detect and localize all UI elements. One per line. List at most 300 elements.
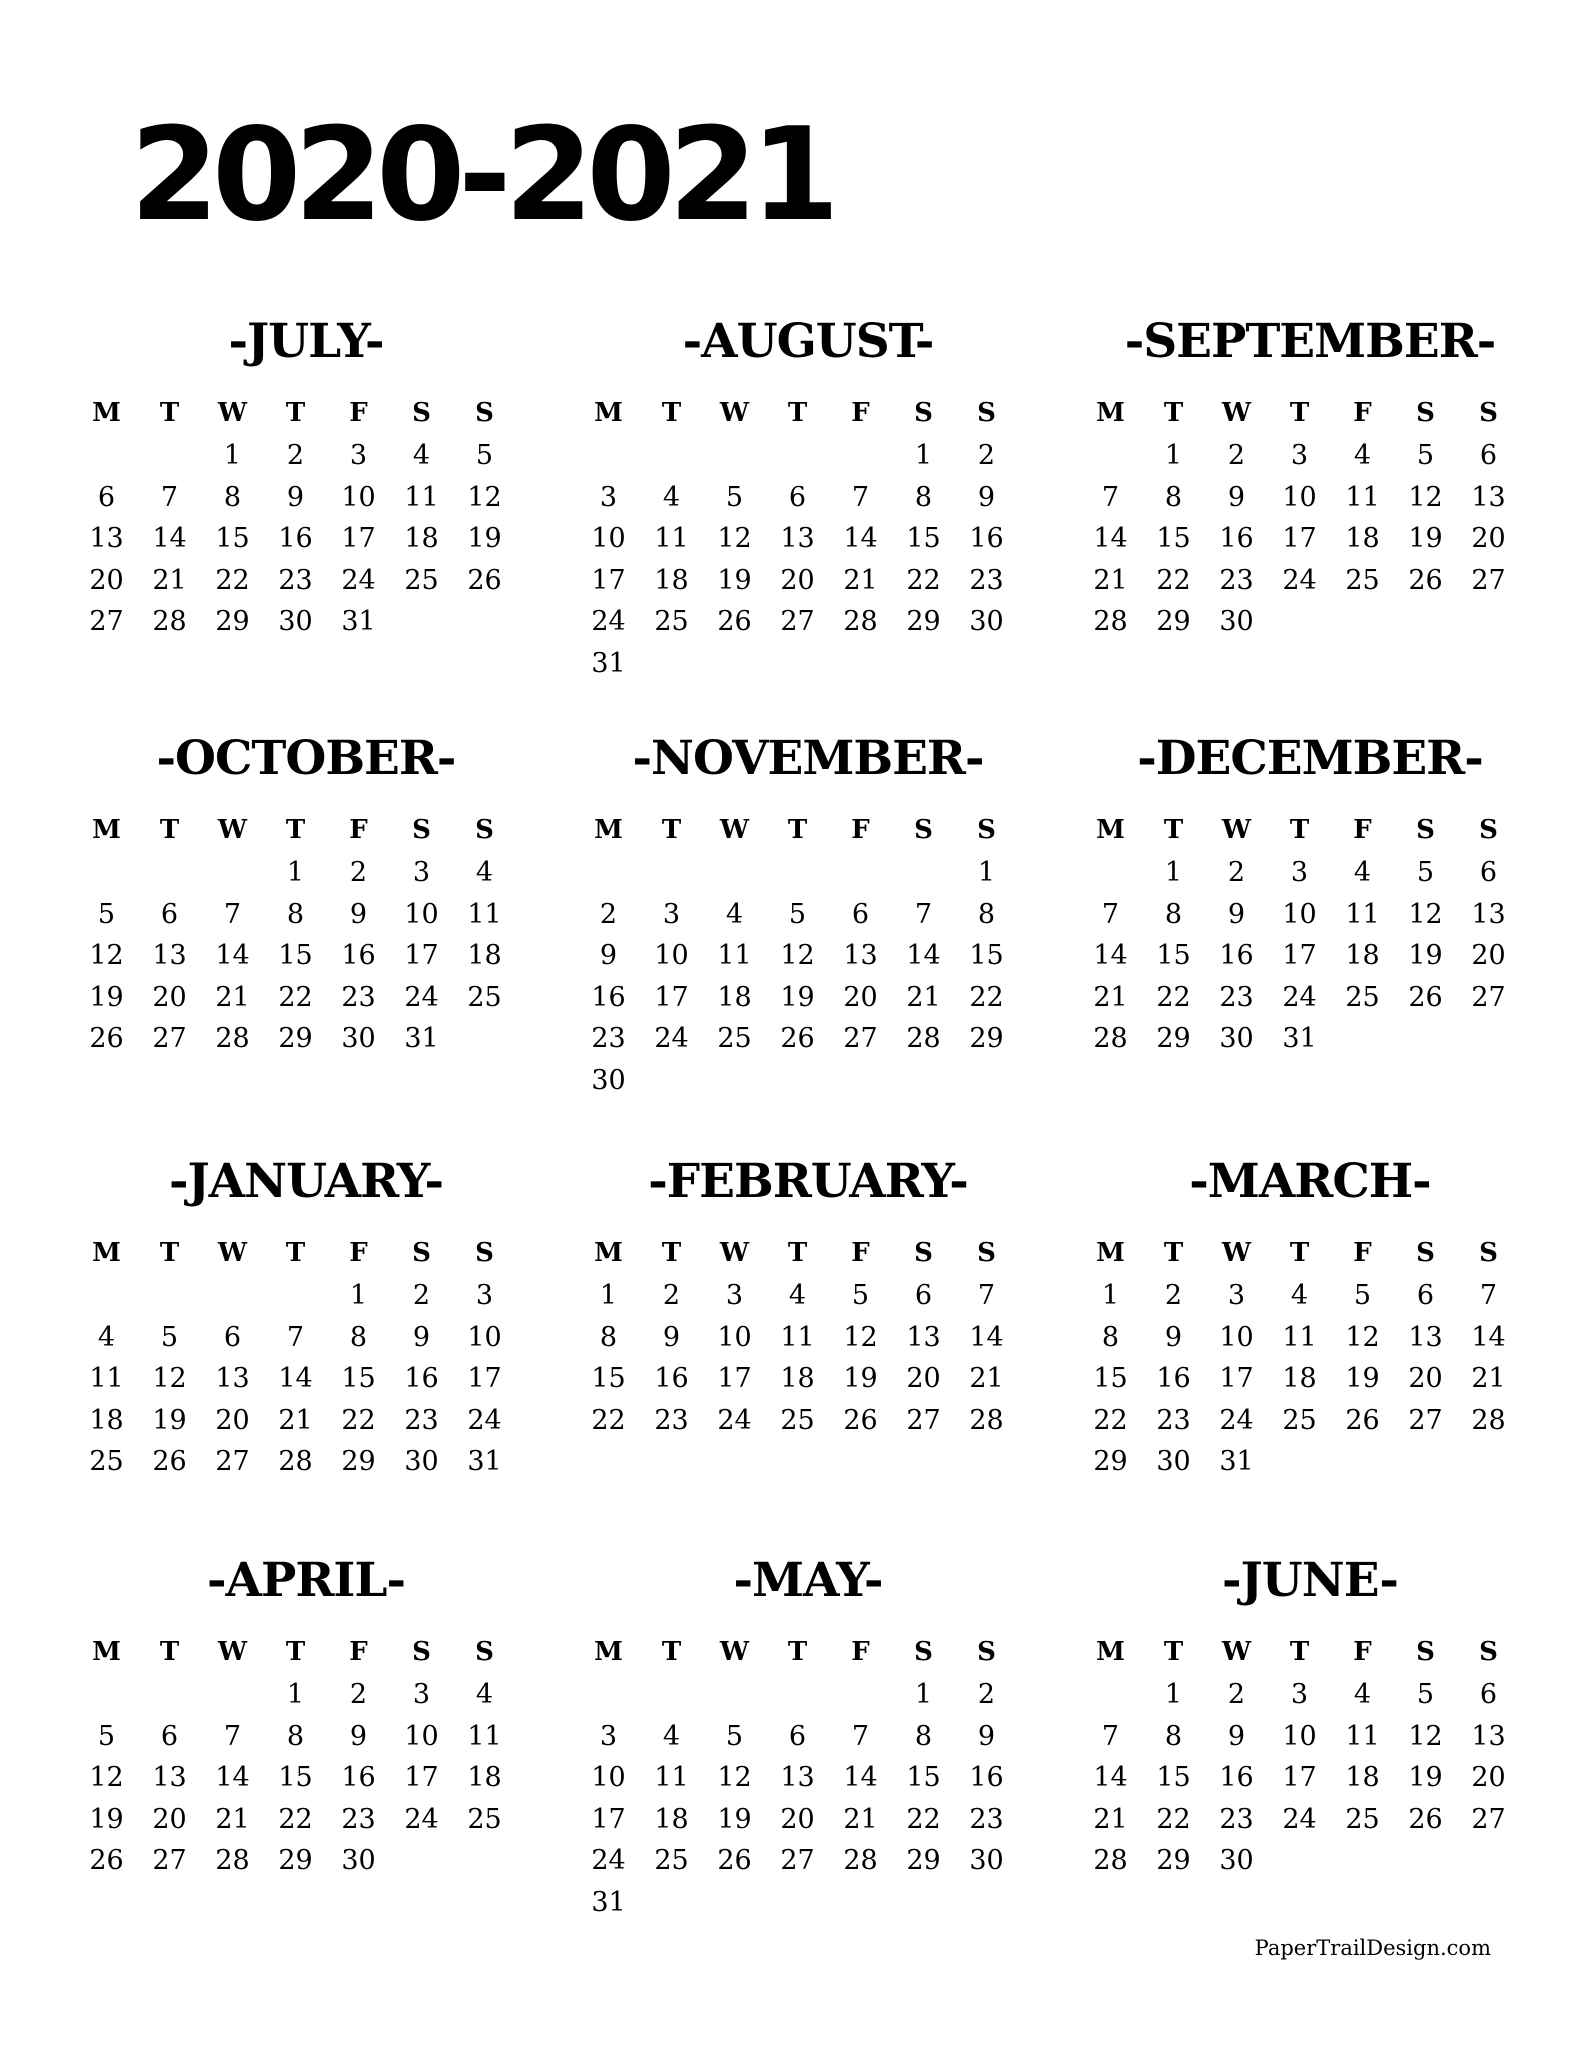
day-cell: 1 xyxy=(349,1280,368,1312)
week-row xyxy=(1079,852,1530,894)
day-cell: 17 xyxy=(591,564,626,596)
day-cell: 7 xyxy=(1101,1720,1120,1752)
day-cell: 24 xyxy=(591,606,626,638)
day-cell: 18 xyxy=(780,1363,815,1395)
day-cell: 16 xyxy=(404,1363,439,1395)
day-cell: 28 xyxy=(843,1845,878,1877)
day-cell: 18 xyxy=(1345,940,1380,972)
day-cell: 13 xyxy=(215,1363,250,1395)
day-cell: 23 xyxy=(1219,981,1254,1013)
day-cell: 2 xyxy=(412,1280,431,1312)
weekday-header-row xyxy=(75,1630,526,1674)
day-cell: 21 xyxy=(843,564,878,596)
weekday-header-row xyxy=(75,391,526,435)
day-cell: 21 xyxy=(1093,564,1128,596)
day-cell: 24 xyxy=(654,1023,689,1055)
day-cell: 17 xyxy=(467,1363,502,1395)
day-cell: 8 xyxy=(1101,1321,1120,1353)
weekday-label: T xyxy=(1289,1238,1310,1268)
day-cell: 22 xyxy=(1156,564,1191,596)
day-cell: 30 xyxy=(278,606,313,638)
day-cell: 24 xyxy=(341,564,376,596)
weekday-label: S xyxy=(475,1238,494,1268)
weekday-header-row xyxy=(577,1630,1028,1674)
day-cell: 16 xyxy=(969,523,1004,555)
day-cell: 6 xyxy=(1479,1679,1498,1711)
day-cell: 31 xyxy=(1282,1023,1317,1055)
day-cell: 19 xyxy=(152,1404,187,1436)
day-cell: 24 xyxy=(1282,981,1317,1013)
day-cell: 21 xyxy=(215,981,250,1013)
week-row xyxy=(1079,1716,1530,1758)
day-cell: 9 xyxy=(286,481,305,513)
day-cell: 16 xyxy=(969,1762,1004,1794)
day-cell: 17 xyxy=(1282,523,1317,555)
day-cell: 26 xyxy=(1408,564,1443,596)
weekday-label: W xyxy=(719,1637,750,1667)
day-cell: 31 xyxy=(341,606,376,638)
day-cell: 28 xyxy=(215,1845,250,1877)
day-cell: 31 xyxy=(591,1886,626,1918)
day-cell: 1 xyxy=(286,857,305,889)
month-block xyxy=(86,1154,526,1483)
day-cell: 10 xyxy=(341,481,376,513)
day-cell: 1 xyxy=(286,1679,305,1711)
day-cell: 2 xyxy=(349,1679,368,1711)
day-cell: 30 xyxy=(1156,1446,1191,1478)
day-cell: 15 xyxy=(591,1363,626,1395)
day-cell: 18 xyxy=(654,564,689,596)
day-cell: 21 xyxy=(1093,981,1128,1013)
day-cell: 12 xyxy=(1408,481,1443,513)
day-cell: 16 xyxy=(341,940,376,972)
day-cell: 13 xyxy=(1471,1720,1506,1752)
day-cell: 3 xyxy=(412,1679,431,1711)
day-cell: 3 xyxy=(1290,1679,1309,1711)
day-cell: 4 xyxy=(662,481,681,513)
day-cell: 24 xyxy=(717,1404,752,1436)
day-cell: 10 xyxy=(1219,1321,1254,1353)
day-cell: 22 xyxy=(1156,981,1191,1013)
day-cell: 16 xyxy=(1219,523,1254,555)
day-cell: 21 xyxy=(278,1404,313,1436)
weekday-label: T xyxy=(1163,1637,1184,1667)
day-cell: 9 xyxy=(1227,898,1246,930)
week-row xyxy=(75,435,526,477)
day-cell: 5 xyxy=(1353,1280,1372,1312)
weekday-label: M xyxy=(1096,1637,1125,1667)
day-cell: 25 xyxy=(717,1023,752,1055)
day-cell: 3 xyxy=(412,857,431,889)
day-cell: 9 xyxy=(349,1720,368,1752)
day-cell: 3 xyxy=(475,1280,494,1312)
day-cell: 10 xyxy=(404,898,439,930)
day-cell: 25 xyxy=(467,1803,502,1835)
week-row xyxy=(577,477,1028,519)
day-cell: 27 xyxy=(843,1023,878,1055)
weekday-label: T xyxy=(1289,815,1310,845)
weekday-label: S xyxy=(914,815,933,845)
day-cell: 29 xyxy=(215,606,250,638)
week-row xyxy=(1079,435,1530,477)
day-cell: 13 xyxy=(1471,898,1506,930)
page-title: 2020-2021 xyxy=(130,101,833,250)
month-name: -APRIL- xyxy=(207,1553,405,1608)
day-cell: 12 xyxy=(1345,1321,1380,1353)
day-cell: 30 xyxy=(341,1023,376,1055)
day-cell: 30 xyxy=(969,1845,1004,1877)
day-cell: 17 xyxy=(1282,1762,1317,1794)
day-cell: 28 xyxy=(1093,1023,1128,1055)
day-cell: 28 xyxy=(215,1023,250,1055)
week-row xyxy=(1079,518,1530,560)
day-cell: 5 xyxy=(97,898,116,930)
day-cell: 16 xyxy=(1219,940,1254,972)
week-row xyxy=(577,560,1028,602)
weekday-label: T xyxy=(285,398,306,428)
weekday-label: T xyxy=(1163,815,1184,845)
week-row xyxy=(1079,560,1530,602)
day-cell: 27 xyxy=(1408,1404,1443,1436)
day-cell: 14 xyxy=(906,940,941,972)
month-block xyxy=(588,314,1028,684)
day-cell: 16 xyxy=(1219,1762,1254,1794)
week-row xyxy=(577,935,1028,977)
day-cell: 25 xyxy=(404,564,439,596)
weekday-label: W xyxy=(217,398,248,428)
day-cell: 29 xyxy=(1156,1845,1191,1877)
month-name: -FEBRUARY- xyxy=(648,1154,968,1209)
week-row xyxy=(577,1358,1028,1400)
weekday-label: S xyxy=(412,1238,431,1268)
day-cell: 21 xyxy=(1093,1803,1128,1835)
weekday-label: S xyxy=(1479,398,1498,428)
week-row xyxy=(1079,1317,1530,1359)
day-cell: 9 xyxy=(412,1321,431,1353)
day-cell: 20 xyxy=(780,564,815,596)
day-cell: 5 xyxy=(788,898,807,930)
month-block xyxy=(588,731,1028,1101)
day-cell: 12 xyxy=(89,940,124,972)
month-name: -MAY- xyxy=(733,1553,883,1608)
weekday-label: T xyxy=(159,1637,180,1667)
day-cell: 30 xyxy=(1219,606,1254,638)
weekday-label: F xyxy=(349,1238,368,1268)
day-cell: 25 xyxy=(1345,981,1380,1013)
day-cell: 15 xyxy=(906,523,941,555)
day-cell: 20 xyxy=(152,981,187,1013)
day-cell: 26 xyxy=(467,564,502,596)
week-row xyxy=(1079,1400,1530,1442)
weekday-label: W xyxy=(217,815,248,845)
month-block xyxy=(588,1553,1028,1923)
day-cell: 13 xyxy=(152,940,187,972)
day-cell: 6 xyxy=(914,1280,933,1312)
weekday-header-row xyxy=(1079,1630,1530,1674)
week-row xyxy=(75,852,526,894)
week-row xyxy=(577,1840,1028,1882)
weekday-label: S xyxy=(412,398,431,428)
day-cell: 30 xyxy=(341,1845,376,1877)
day-cell: 23 xyxy=(591,1023,626,1055)
day-cell: 29 xyxy=(906,1845,941,1877)
day-cell: 7 xyxy=(223,1720,242,1752)
week-row xyxy=(75,477,526,519)
week-row xyxy=(577,1674,1028,1716)
month-block xyxy=(86,1553,526,1882)
day-cell: 3 xyxy=(1227,1280,1246,1312)
month-block xyxy=(1090,731,1530,1060)
week-row xyxy=(75,1716,526,1758)
day-cell: 23 xyxy=(1156,1404,1191,1436)
day-cell: 26 xyxy=(89,1845,124,1877)
weekday-label: T xyxy=(661,1637,682,1667)
day-cell: 18 xyxy=(717,981,752,1013)
day-cell: 9 xyxy=(349,898,368,930)
day-cell: 12 xyxy=(89,1762,124,1794)
month-block xyxy=(86,314,526,643)
day-cell: 15 xyxy=(278,940,313,972)
weekday-label: M xyxy=(594,398,623,428)
day-cell: 14 xyxy=(1471,1321,1506,1353)
day-cell: 27 xyxy=(1471,1803,1506,1835)
day-cell: 30 xyxy=(969,606,1004,638)
day-cell: 10 xyxy=(467,1321,502,1353)
week-row xyxy=(577,1018,1028,1060)
day-cell: 4 xyxy=(475,1679,494,1711)
week-row xyxy=(1079,894,1530,936)
weekday-label: T xyxy=(1163,1238,1184,1268)
weekday-header-row xyxy=(1079,391,1530,435)
day-cell: 12 xyxy=(152,1363,187,1395)
day-cell: 14 xyxy=(843,1762,878,1794)
day-cell: 20 xyxy=(89,564,124,596)
week-row xyxy=(1079,1757,1530,1799)
footer-credit: PaperTrailDesign.com xyxy=(1254,1936,1491,1960)
day-cell: 16 xyxy=(341,1762,376,1794)
day-cell: 24 xyxy=(404,981,439,1013)
day-cell: 27 xyxy=(152,1023,187,1055)
day-cell: 6 xyxy=(788,1720,807,1752)
weekday-label: W xyxy=(719,1238,750,1268)
weekday-label: W xyxy=(1221,1238,1252,1268)
day-cell: 28 xyxy=(1093,606,1128,638)
day-cell: 17 xyxy=(1282,940,1317,972)
weekday-label: M xyxy=(594,1238,623,1268)
month-name: -AUGUST- xyxy=(682,314,934,369)
week-row xyxy=(577,1799,1028,1841)
day-cell: 1 xyxy=(914,1679,933,1711)
day-cell: 13 xyxy=(1471,481,1506,513)
day-cell: 16 xyxy=(278,523,313,555)
weekday-label: T xyxy=(285,1238,306,1268)
day-cell: 11 xyxy=(467,898,502,930)
weekday-label: M xyxy=(92,1637,121,1667)
week-row xyxy=(75,894,526,936)
day-cell: 4 xyxy=(475,857,494,889)
day-cell: 28 xyxy=(969,1404,1004,1436)
day-cell: 6 xyxy=(1479,440,1498,472)
day-cell: 13 xyxy=(152,1762,187,1794)
day-cell: 2 xyxy=(1164,1280,1183,1312)
day-cell: 17 xyxy=(341,523,376,555)
weekday-header-row xyxy=(75,1231,526,1275)
day-cell: 25 xyxy=(467,981,502,1013)
weekday-label: M xyxy=(92,815,121,845)
week-row xyxy=(75,1018,526,1060)
day-cell: 24 xyxy=(467,1404,502,1436)
day-cell: 19 xyxy=(89,981,124,1013)
week-row xyxy=(1079,935,1530,977)
weekday-label: T xyxy=(285,815,306,845)
day-cell: 19 xyxy=(1345,1363,1380,1395)
day-cell: 15 xyxy=(969,940,1004,972)
weekday-label: S xyxy=(475,815,494,845)
weekday-label: S xyxy=(914,1637,933,1667)
day-cell: 17 xyxy=(654,981,689,1013)
day-cell: 3 xyxy=(1290,440,1309,472)
day-cell: 5 xyxy=(1416,440,1435,472)
day-cell: 3 xyxy=(599,481,618,513)
day-cell: 18 xyxy=(1282,1363,1317,1395)
weekday-label: S xyxy=(412,815,431,845)
month-block xyxy=(588,1154,1028,1441)
week-row xyxy=(577,518,1028,560)
day-cell: 1 xyxy=(223,440,242,472)
day-cell: 8 xyxy=(286,1720,305,1752)
day-cell: 17 xyxy=(591,1803,626,1835)
day-cell: 23 xyxy=(969,564,1004,596)
day-cell: 29 xyxy=(278,1023,313,1055)
week-row xyxy=(1079,1018,1530,1060)
day-cell: 31 xyxy=(591,647,626,679)
day-cell: 28 xyxy=(1471,1404,1506,1436)
day-cell: 6 xyxy=(788,481,807,513)
day-cell: 11 xyxy=(1282,1321,1317,1353)
week-row xyxy=(577,1400,1028,1442)
day-cell: 17 xyxy=(404,1762,439,1794)
weekday-label: F xyxy=(349,815,368,845)
month-name: -OCTOBER- xyxy=(156,731,456,786)
day-cell: 15 xyxy=(906,1762,941,1794)
weekday-label: S xyxy=(977,398,996,428)
day-cell: 23 xyxy=(969,1803,1004,1835)
day-cell: 7 xyxy=(977,1280,996,1312)
weekday-label: T xyxy=(787,398,808,428)
day-cell: 11 xyxy=(89,1363,124,1395)
day-cell: 3 xyxy=(349,440,368,472)
day-cell: 16 xyxy=(654,1363,689,1395)
day-cell: 24 xyxy=(591,1845,626,1877)
week-row xyxy=(577,1882,1028,1924)
month-block xyxy=(1090,314,1530,643)
day-cell: 20 xyxy=(780,1803,815,1835)
day-cell: 22 xyxy=(906,1803,941,1835)
day-cell: 5 xyxy=(97,1720,116,1752)
day-cell: 4 xyxy=(1290,1280,1309,1312)
weekday-label: T xyxy=(787,815,808,845)
day-cell: 8 xyxy=(977,898,996,930)
weekday-label: T xyxy=(787,1238,808,1268)
day-cell: 29 xyxy=(278,1845,313,1877)
day-cell: 15 xyxy=(1156,523,1191,555)
day-cell: 21 xyxy=(1471,1363,1506,1395)
weekday-header-row xyxy=(577,1231,1028,1275)
week-row xyxy=(75,977,526,1019)
day-cell: 15 xyxy=(1093,1363,1128,1395)
day-cell: 12 xyxy=(780,940,815,972)
day-cell: 7 xyxy=(1479,1280,1498,1312)
day-cell: 1 xyxy=(599,1280,618,1312)
month-block xyxy=(1090,1154,1530,1483)
week-row xyxy=(1079,977,1530,1019)
day-cell: 11 xyxy=(1345,481,1380,513)
day-cell: 10 xyxy=(1282,1720,1317,1752)
day-cell: 20 xyxy=(215,1404,250,1436)
day-cell: 22 xyxy=(1093,1404,1128,1436)
day-cell: 4 xyxy=(1353,440,1372,472)
day-cell: 13 xyxy=(1408,1321,1443,1353)
weekday-header-row xyxy=(1079,808,1530,852)
day-cell: 20 xyxy=(1471,1762,1506,1794)
day-cell: 5 xyxy=(725,1720,744,1752)
day-cell: 22 xyxy=(278,981,313,1013)
day-cell: 19 xyxy=(717,564,752,596)
weekday-label: W xyxy=(1221,1637,1252,1667)
week-row xyxy=(1079,1799,1530,1841)
week-row xyxy=(75,1757,526,1799)
day-cell: 28 xyxy=(906,1023,941,1055)
day-cell: 27 xyxy=(215,1446,250,1478)
day-cell: 19 xyxy=(843,1363,878,1395)
day-cell: 19 xyxy=(1408,940,1443,972)
weekday-label: F xyxy=(1353,1238,1372,1268)
day-cell: 7 xyxy=(1101,898,1120,930)
day-cell: 20 xyxy=(906,1363,941,1395)
day-cell: 8 xyxy=(349,1321,368,1353)
day-cell: 11 xyxy=(654,1762,689,1794)
day-cell: 18 xyxy=(1345,1762,1380,1794)
day-cell: 3 xyxy=(662,898,681,930)
day-cell: 11 xyxy=(717,940,752,972)
month-name: -JANUARY- xyxy=(168,1154,444,1209)
day-cell: 9 xyxy=(977,481,996,513)
day-cell: 27 xyxy=(89,606,124,638)
day-cell: 13 xyxy=(780,1762,815,1794)
weekday-label: F xyxy=(1353,1637,1372,1667)
day-cell: 10 xyxy=(654,940,689,972)
day-cell: 2 xyxy=(286,440,305,472)
day-cell: 13 xyxy=(843,940,878,972)
day-cell: 7 xyxy=(851,481,870,513)
day-cell: 9 xyxy=(599,940,618,972)
day-cell: 6 xyxy=(223,1321,242,1353)
day-cell: 5 xyxy=(1416,1679,1435,1711)
day-cell: 18 xyxy=(654,1803,689,1835)
day-cell: 1 xyxy=(977,857,996,889)
day-cell: 21 xyxy=(152,564,187,596)
day-cell: 18 xyxy=(404,523,439,555)
day-cell: 9 xyxy=(662,1321,681,1353)
week-row xyxy=(577,601,1028,643)
day-cell: 31 xyxy=(1219,1446,1254,1478)
weekday-label: M xyxy=(1096,1238,1125,1268)
weekday-header-row xyxy=(75,808,526,852)
day-cell: 30 xyxy=(404,1446,439,1478)
week-row xyxy=(1079,1840,1530,1882)
weekday-label: T xyxy=(159,1238,180,1268)
day-cell: 13 xyxy=(780,523,815,555)
